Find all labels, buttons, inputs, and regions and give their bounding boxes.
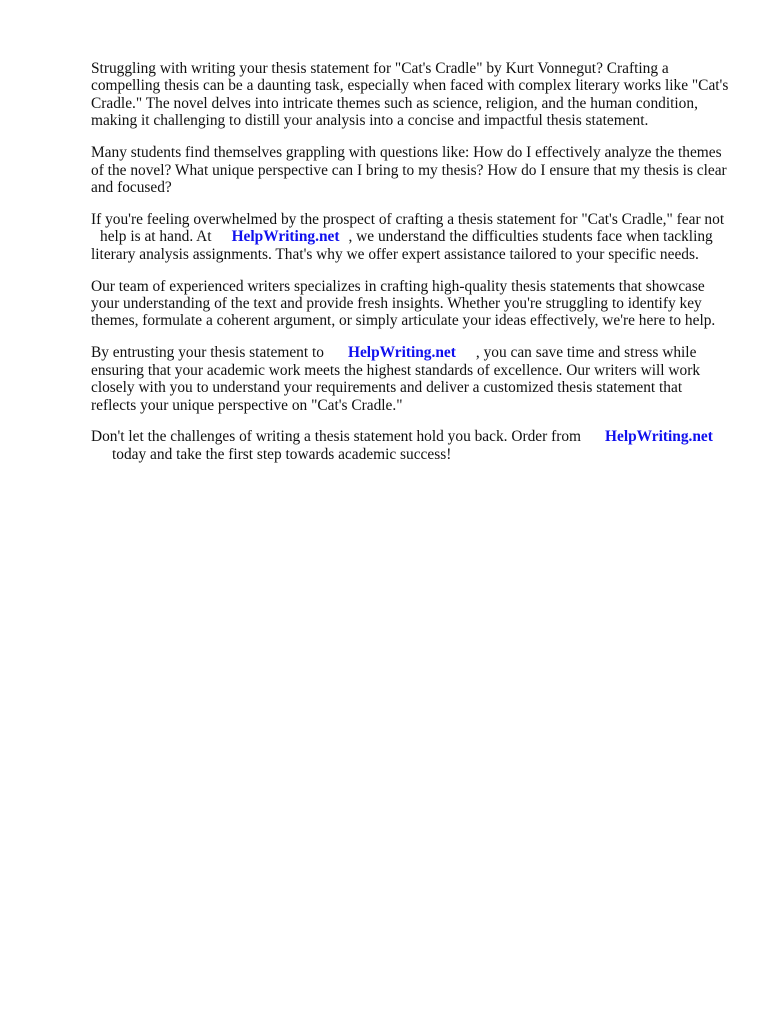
helpwriting-link-3[interactable]: HelpWriting.net	[605, 428, 713, 446]
paragraph-entrust-text-end: , you can save time and stress while ensuring that your academic work meets the highest standards of excellence. Our writers will work closely with you to understand your requirements and deliver a customized thesis statement that reflects your unique perspective on "Cat's Cradle."	[91, 344, 701, 414]
paragraph-order-text-end: today and take the first step towards academic success!	[112, 445, 452, 463]
paragraph-entrust	[91, 344, 731, 414]
paragraph-entrust-text-start: By entrusting your thesis statement to	[91, 344, 324, 362]
paragraph-help-offer-text-end: , we understand the difficulties students face when tackling literary analysis assignments. That's why we offer expert assistance tailored to your specific needs.	[91, 228, 713, 263]
paragraph-help-offer-text-middle: help is at hand. At	[100, 228, 212, 246]
paragraph-questions: Many students find themselves grappling with questions like: How do I effectively analyze the themes of the novel? What unique perspective can I bring to my thesis? How do I ensure that my thesis is clear and focused?	[91, 144, 727, 196]
document-body	[91, 60, 731, 463]
paragraph-team: Our team of experienced writers specializes in crafting high-quality thesis statements that showcase your understanding of the text and provide fresh insights. Whether you're struggling to identify key themes, formulate a coherent argument, or simply articulate your ideas effectively, we're here to help.	[91, 277, 716, 330]
paragraph-order-text-start: Don't let the challenges of writing a thesis statement hold you back. Order from	[91, 428, 582, 446]
paragraph-help-offer-text-start: If you're feeling overwhelmed by the prospect of crafting a thesis statement for "Cat's Cradle," fear not	[91, 210, 725, 228]
paragraph-order	[91, 428, 731, 463]
paragraph-help-offer	[91, 211, 731, 263]
helpwriting-link-1[interactable]: HelpWriting.net	[231, 228, 340, 246]
paragraph-intro: Struggling with writing your thesis statement for "Cat's Cradle" by Kurt Vonnegut? Crafting a compelling thesis can be a daunting task, especially when faced with complex literary works like "Cat's Cradle." The novel delves into intricate themes such as science, religion, and the human condition, making it challenging to distill your analysis into a concise and impactful thesis statement.	[91, 60, 729, 130]
helpwriting-link-2[interactable]: HelpWriting.net	[347, 344, 456, 362]
